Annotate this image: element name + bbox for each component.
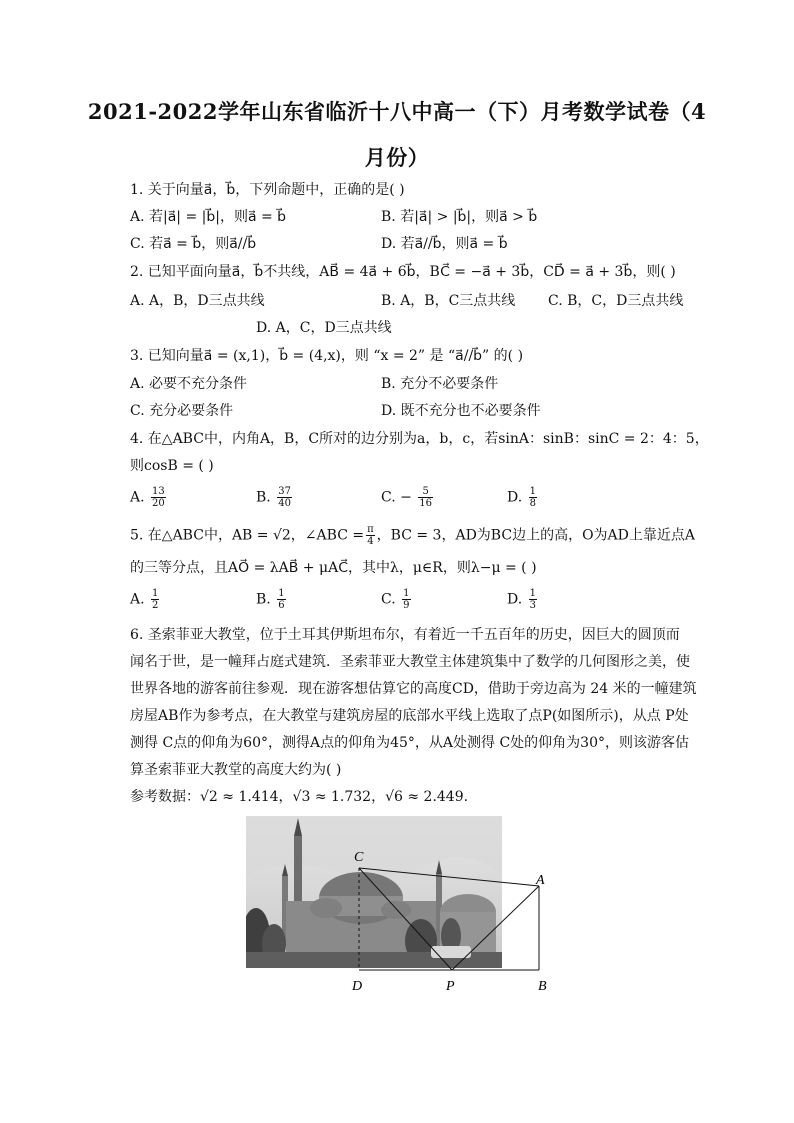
question-6-line: 6. 圣索菲亚大教堂，位于土耳其伊斯坦布尔，有着近一千五百年的历史，因巨大的圆顶而 bbox=[130, 627, 680, 643]
question-4-stem-cont: 则cosB = ( ) bbox=[130, 458, 214, 474]
question-1-option-d: D. 若a⃗//b⃗，则a⃗ = b⃗ bbox=[381, 236, 508, 252]
question-3-option-a: A. 必要不充分条件 bbox=[130, 376, 248, 392]
question-3-option-b: B. 充分不必要条件 bbox=[381, 376, 499, 392]
question-5-stem-cont: 的三等分点，且AO⃗ = λAB⃗ + μAC⃗，其中λ，μ∈R，则λ−μ = ( ) bbox=[130, 560, 537, 576]
label-b: B bbox=[538, 979, 547, 994]
question-1-stem: 1. 关于向量a⃗，b⃗，下列命题中，正确的是( ) bbox=[130, 182, 405, 198]
fraction: $\frac{1}{3}$ bbox=[529, 588, 537, 611]
fraction: $\frac{5}{16}$ bbox=[419, 486, 433, 509]
question-4-stem: 4. 在△ABC中，内角A，B，C所对的边分别为a，b，c，若sinA：sinB：sinC = 2：4：5， bbox=[130, 431, 709, 447]
fraction: $\frac{13}{20}$ bbox=[152, 486, 165, 509]
question-5-option-a: A. $\frac{1}{2}$ bbox=[130, 588, 159, 611]
question-5-option-c: C. $\frac{1}{9}$ bbox=[381, 588, 410, 611]
question-5-option-d: D. $\frac{1}{3}$ bbox=[507, 588, 537, 611]
fraction: $\frac{1}{2}$ bbox=[152, 588, 159, 611]
question-2-stem: 2. 已知平面向量a⃗，b⃗不共线，AB⃗ = 4a⃗ + 6b⃗，BC⃗ = −a⃗ + 3b⃗，CD⃗ = a⃗ + 3b⃗，则( ) bbox=[130, 264, 676, 280]
segment-pa bbox=[452, 886, 539, 970]
question-5-option-b: B. $\frac{1}{6}$ bbox=[256, 588, 285, 611]
question-2-option-b: B. A，B，C三点共线 bbox=[381, 293, 516, 309]
fraction: $\frac{1}{8}$ bbox=[529, 486, 537, 509]
question-4-option-a: A. $\frac{13}{20}$ bbox=[130, 486, 165, 509]
question-2-option-d: D. A，C，D三点共线 bbox=[256, 320, 392, 336]
question-6-line: 算圣索菲亚大教堂的高度大约为( ) bbox=[130, 762, 342, 778]
segment-ca bbox=[359, 868, 539, 886]
fraction: $\frac{1}{6}$ bbox=[278, 588, 285, 611]
question-5-stem: 5. 在△ABC中，AB = √2，∠ABC = $\frac{\pi}{4}$ ，BC = 3，AD为BC边上的高，O为AD上靠近点A bbox=[130, 524, 695, 547]
label-p: P bbox=[446, 979, 455, 994]
question-6-line: 世界各地的游客前往参观．现在游客想估算它的高度CD，借助于旁边高为 24 米的一幢建筑 bbox=[130, 681, 697, 697]
label-a: A bbox=[536, 873, 545, 888]
fraction: $\frac{37}{40}$ bbox=[278, 486, 291, 509]
label-d: D bbox=[352, 979, 363, 994]
question-3-stem: 3. 已知向量a⃗ = (x,1)，b⃗ = (4,x)，则 “x = 2” 是 “a⃗//b⃗” 的( ) bbox=[130, 348, 524, 364]
question-1-option-c: C. 若a⃗ = b⃗，则a⃗//b⃗ bbox=[130, 236, 257, 252]
question-1-option-a: A. 若|a⃗| = |b⃗|，则a⃗ = b⃗ bbox=[130, 209, 287, 225]
geometry-diagram bbox=[244, 816, 564, 996]
question-4-option-d: D. $\frac{1}{8}$ bbox=[507, 486, 537, 509]
segment-cp bbox=[359, 868, 452, 970]
reference-data: 参考数据：√2 ≈ 1.414，√3 ≈ 1.732，√6 ≈ 2.449. bbox=[130, 789, 469, 805]
fraction: $\frac{1}{9}$ bbox=[403, 588, 410, 611]
exam-title-line2: 月份） bbox=[364, 145, 430, 170]
question-6-line: 测得 C点的仰角为60°，测得A点的仰角为45°，从A处测得 C处的仰角为30°，则该游客估 bbox=[130, 735, 689, 751]
question-6-line: 房屋AB作为参考点，在大教堂与建筑房屋的底部水平线上选取了点P(如图所示)，从点 P处 bbox=[130, 708, 689, 724]
fraction: $\frac{\pi}{4}$ bbox=[367, 524, 374, 547]
question-2-option-c: C. B，C，D三点共线 bbox=[548, 293, 684, 309]
question-3-option-d: D. 既不充分也不必要条件 bbox=[381, 403, 541, 419]
question-1-option-b: B. 若|a⃗| > |b⃗|，则a⃗ > b⃗ bbox=[381, 209, 538, 225]
label-c: C bbox=[354, 850, 364, 865]
exam-title-line1: 2021-2022学年山东省临沂十八中高一（下）月考数学试卷（4 bbox=[87, 99, 707, 124]
question-4-option-c: C. − $\frac{5}{16}$ bbox=[381, 486, 433, 509]
question-4-option-b: B. $\frac{37}{40}$ bbox=[256, 486, 291, 509]
question-2-option-a: A. A，B，D三点共线 bbox=[130, 293, 265, 309]
question-6-line: 闻名于世，是一幢拜占庭式建筑．圣索菲亚大教堂主体建筑集中了数学的几何图形之美，使 bbox=[130, 654, 690, 670]
question-3-option-c: C. 充分必要条件 bbox=[130, 403, 234, 419]
hagia-sophia-figure bbox=[244, 816, 564, 996]
